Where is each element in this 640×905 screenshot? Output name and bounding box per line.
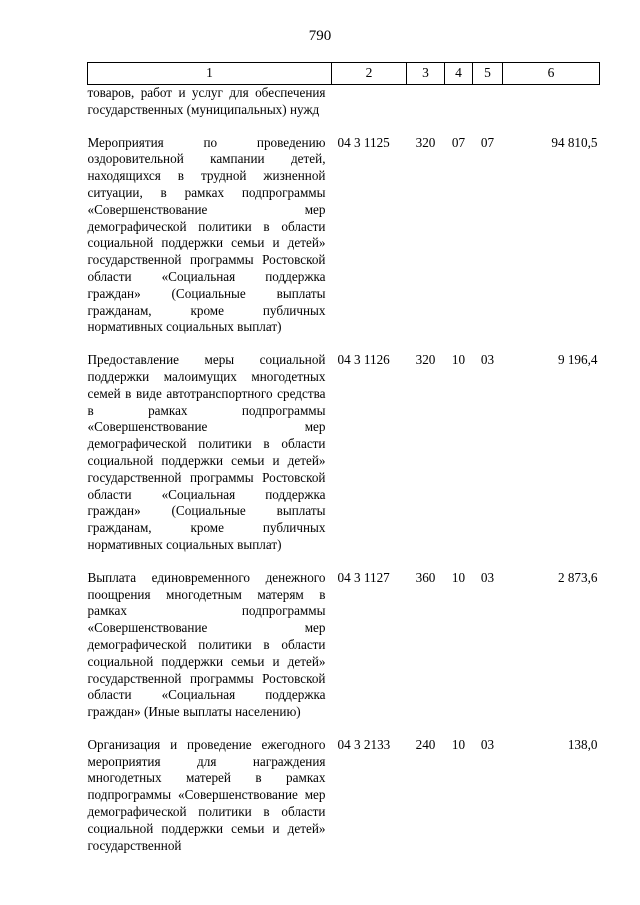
header-col-2: 2 (332, 63, 407, 85)
row-subsection: 03 (480, 736, 495, 752)
row-subsection: 07 (480, 134, 495, 150)
row-description: Мероприятия по проведению оздоровительной кампании детей, находящихся в трудной жизненной ситуации, в рамках подпрограммы «Совершенствование мер демографической политики в области социальной поддержки семьи и детей» государственной программы Ростовской области «Социальная поддержка граждан» (Социальные выплаты гражданам, кроме публичных нормативных социальных выплат) (87, 134, 326, 335)
row-section: 10 (451, 352, 466, 368)
row-subsection (473, 85, 503, 135)
row-section: 10 (451, 736, 466, 752)
header-col-4: 4 (445, 63, 473, 85)
row-expense-type: 320 (415, 352, 436, 368)
row-amount (503, 85, 600, 135)
header-row (88, 63, 600, 85)
row-target-code: 04 3 2133 (337, 736, 391, 752)
row-description: Выплата единовременного денежного поощрения многодетным матерям в рамках подпрограммы «Совершенствование мер демографической политики в области социальной поддержки семьи и детей» государственной программы Ростовской области «Социальная поддержка граждан» (Иные выплаты населению) (87, 569, 326, 720)
row-target-code (332, 85, 407, 135)
row-amount: 2 873,6 (557, 569, 598, 585)
header-col-3: 3 (407, 63, 445, 85)
page-number: 790 (308, 28, 332, 44)
row-expense-type: 240 (415, 736, 436, 752)
row-amount: 9 196,4 (557, 352, 598, 368)
row-amount: 94 810,5 (551, 134, 598, 150)
table-row (88, 352, 600, 570)
row-expense-type: 320 (415, 134, 436, 150)
row-section: 10 (451, 569, 466, 585)
row-subsection: 03 (480, 352, 495, 368)
row-subsection: 03 (480, 569, 495, 585)
row-target-code: 04 3 1125 (337, 134, 390, 150)
header-col-5: 5 (473, 63, 503, 85)
row-description: Организация и проведение ежегодного мероприятия для награждения многодетных матерей в рамках подпрограммы «Совершенствование мер демографической политики в области социальной поддержки семьи и детей» государственной (87, 736, 326, 853)
row-description: Предоставление меры социальной поддержки малоимущих многодетных семей в виде автотранспортного средства в рамках подпрограммы «Совершенствование мер демографической политики в области социальной поддержки семьи и детей» государственной программы Ростовской области «Социальная поддержка граждан» (Социальные выплаты гражданам, кроме публичных нормативных социальных выплат) (87, 352, 326, 552)
table-header (88, 63, 600, 85)
budget-table (87, 62, 600, 854)
row-expense-type (407, 85, 445, 135)
row-description: товаров, работ и услуг для обеспечения государственных (муниципальных) нужд (87, 85, 326, 117)
table-body (88, 85, 600, 855)
table-row (88, 737, 600, 855)
row-target-code: 04 3 1126 (337, 352, 390, 368)
row-section (445, 85, 473, 135)
table-row (88, 570, 600, 737)
row-expense-type: 360 (415, 569, 436, 585)
header-col-1: 1 (88, 63, 332, 85)
table-row (88, 135, 600, 353)
row-amount: 138,0 (567, 736, 598, 752)
table-row (88, 85, 600, 135)
row-target-code: 04 3 1127 (337, 569, 390, 585)
row-section: 07 (451, 134, 466, 150)
header-col-6: 6 (503, 63, 600, 85)
